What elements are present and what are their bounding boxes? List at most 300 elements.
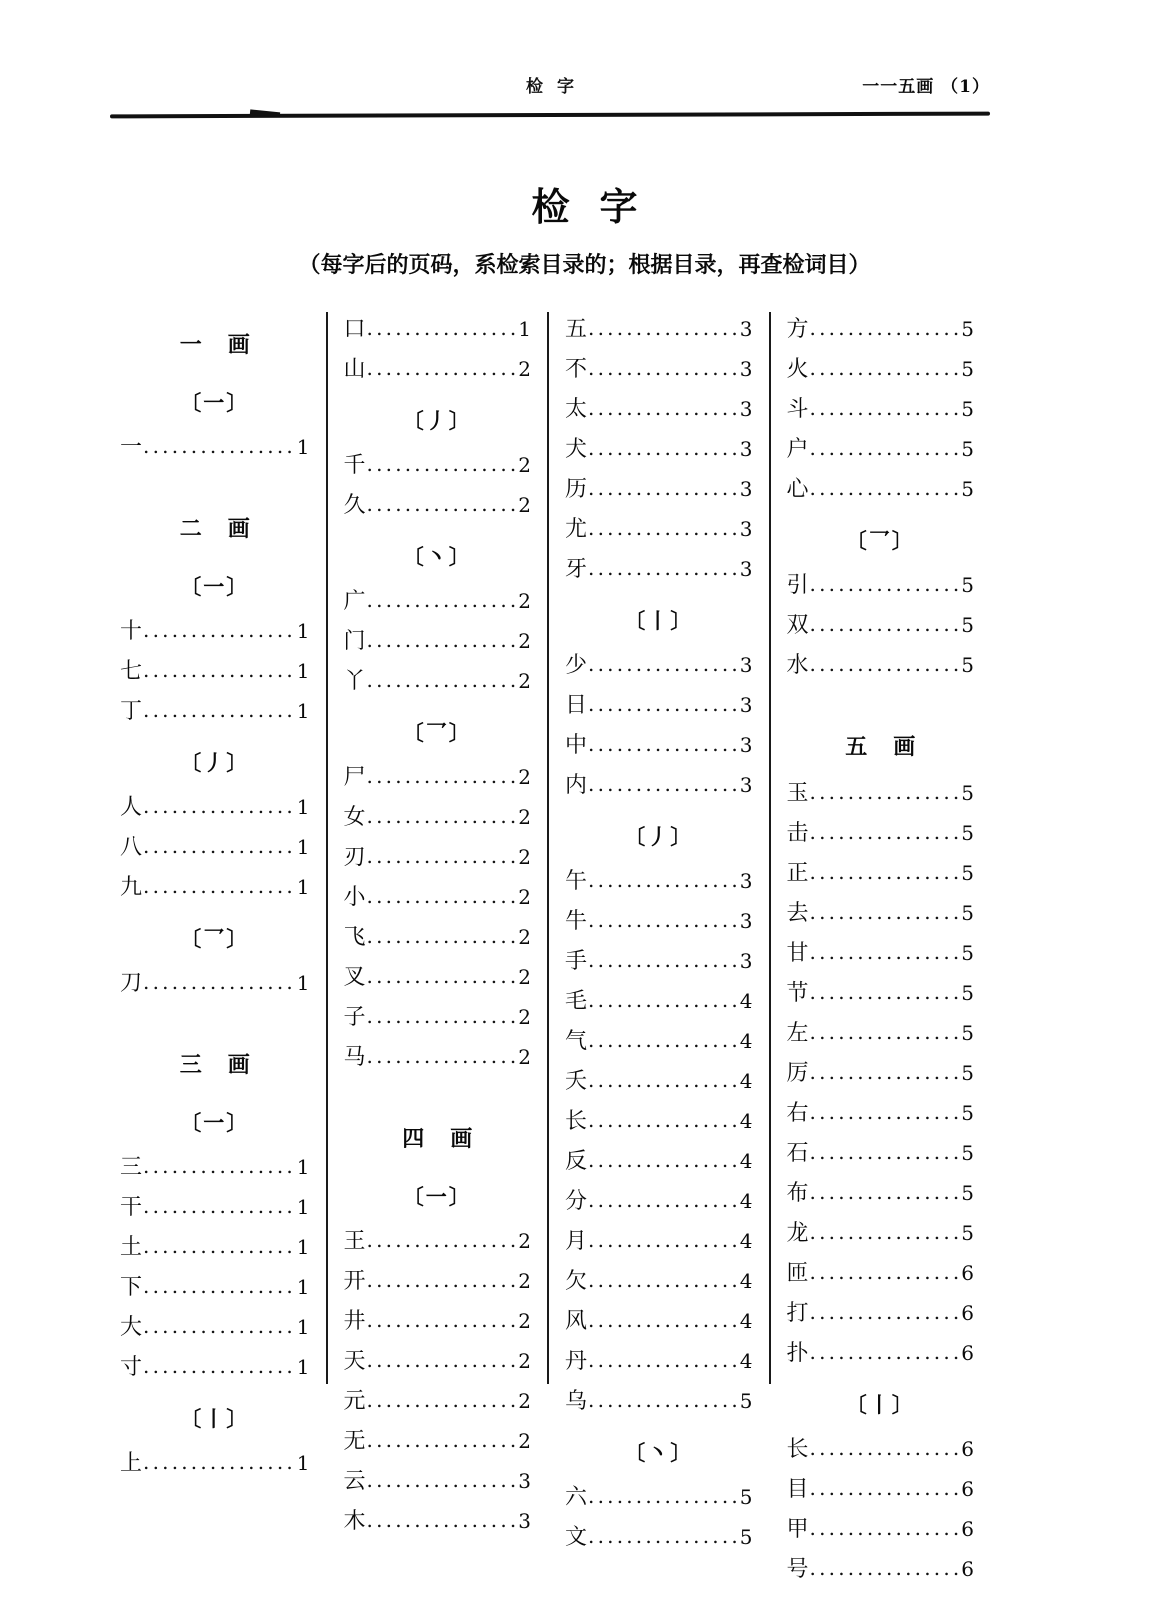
- stroke-count-heading: 一画: [179, 331, 276, 358]
- entry-character: 乌: [565, 1389, 588, 1414]
- entry-character: 玉: [786, 781, 809, 806]
- entry-page-number: 1: [296, 1355, 310, 1379]
- entry-character: 方: [786, 317, 809, 342]
- entry-character: 火: [786, 357, 809, 382]
- dot-leader: [143, 440, 295, 454]
- index-entry[interactable]: [344, 312, 532, 352]
- index-entry[interactable]: [344, 1384, 532, 1424]
- entry-page-number: 5: [961, 901, 974, 925]
- entry-character: 布: [786, 1181, 809, 1206]
- running-head: [110, 72, 990, 106]
- index-entry[interactable]: [565, 864, 753, 904]
- dot-leader: [588, 1194, 738, 1208]
- index-entry[interactable]: [120, 790, 310, 830]
- dot-leader: [367, 362, 517, 376]
- column-3: [547, 312, 769, 1550]
- dot-leader: [588, 1314, 738, 1328]
- dot-leader: [810, 826, 960, 840]
- header-rule: [110, 112, 990, 119]
- radical-heading: 〔丿〕: [180, 750, 250, 775]
- entry-character: 尤: [565, 517, 588, 542]
- entry-character: 无: [343, 1429, 366, 1454]
- index-entry[interactable]: [120, 1310, 310, 1350]
- index-entry[interactable]: [787, 1256, 975, 1296]
- dot-leader: [810, 1306, 960, 1320]
- entry-page-number: 5: [961, 1221, 974, 1245]
- entry-character: 五: [565, 317, 588, 342]
- dot-leader: [810, 946, 960, 960]
- entry-page-number: 6: [961, 1517, 974, 1541]
- entry-page-number: 3: [739, 949, 753, 973]
- index-entry[interactable]: [565, 312, 753, 352]
- index-entry[interactable]: [565, 944, 753, 984]
- dot-leader: [588, 522, 738, 536]
- running-head-page-range: 一一五画 （1）: [862, 77, 990, 97]
- entry-page-number: 2: [518, 965, 531, 989]
- radical-heading: 〔乛〕: [845, 528, 915, 553]
- entry-character: 少: [565, 653, 588, 678]
- index-entry[interactable]: [120, 830, 310, 870]
- dot-leader: [367, 1354, 517, 1368]
- entry-page-number: 2: [518, 765, 531, 789]
- entry-character: 丫: [343, 669, 366, 694]
- index-entry[interactable]: [344, 760, 532, 800]
- dot-leader: [143, 1320, 295, 1334]
- entry-page-number: 5: [961, 1181, 974, 1205]
- index-entry[interactable]: [787, 352, 975, 392]
- entry-character: 午: [565, 869, 588, 894]
- entry-page-number: 2: [518, 1349, 531, 1373]
- radical-heading: 〔丶〕: [402, 544, 472, 569]
- entry-page-number: 5: [961, 613, 974, 637]
- dot-leader: [810, 1066, 960, 1080]
- entry-page-number: 5: [739, 1485, 753, 1509]
- entry-page-number: 6: [961, 1477, 974, 1501]
- index-entry[interactable]: [787, 1552, 975, 1592]
- entry-character: 下: [120, 1275, 143, 1300]
- index-entry[interactable]: [565, 1024, 753, 1064]
- entry-page-number: 1: [296, 1275, 310, 1299]
- dot-leader: [588, 874, 738, 888]
- index-entry[interactable]: [344, 584, 532, 624]
- entry-character: 大: [120, 1315, 143, 1340]
- entry-page-number: 4: [739, 1309, 753, 1333]
- index-entry[interactable]: [120, 1190, 310, 1230]
- entry-character: 内: [565, 773, 588, 798]
- dot-leader: [367, 458, 517, 472]
- dot-leader: [367, 1434, 517, 1448]
- entry-page-number: 6: [961, 1261, 974, 1285]
- index-entry[interactable]: [787, 1056, 975, 1096]
- entry-page-number: 1: [296, 1315, 310, 1339]
- entry-character: 户: [786, 437, 809, 462]
- dot-leader: [367, 1474, 517, 1488]
- entry-character: 元: [343, 1389, 366, 1414]
- entry-page-number: 5: [961, 1101, 974, 1125]
- radical-heading: 〔丨〕: [845, 1392, 915, 1417]
- entry-page-number: 1: [296, 875, 310, 899]
- index-entry[interactable]: [787, 856, 975, 896]
- entry-page-number: 2: [518, 885, 531, 909]
- entry-character: 历: [565, 477, 588, 502]
- entry-character: 目: [786, 1477, 809, 1502]
- index-entry[interactable]: [565, 728, 753, 768]
- radical-heading: 〔乛〕: [180, 926, 250, 951]
- entry-character: 尸: [343, 765, 366, 790]
- index-entry[interactable]: [565, 1480, 753, 1520]
- entry-page-number: 1: [296, 659, 310, 683]
- index-entry[interactable]: [120, 614, 310, 654]
- dot-leader: [588, 1074, 738, 1088]
- dot-leader: [143, 1280, 295, 1294]
- index-entry[interactable]: [787, 896, 975, 936]
- dot-leader: [810, 482, 960, 496]
- entry-page-number: 3: [739, 437, 753, 461]
- entry-page-number: 5: [961, 357, 974, 381]
- dot-leader: [588, 562, 738, 576]
- entry-character: 太: [565, 397, 588, 422]
- index-entry[interactable]: [787, 776, 975, 816]
- entry-page-number: 3: [739, 477, 753, 501]
- entry-character: 打: [786, 1301, 809, 1326]
- entry-character: 节: [786, 981, 809, 1006]
- index-entry[interactable]: [565, 984, 753, 1024]
- entry-page-number: 2: [518, 357, 531, 381]
- index-entry[interactable]: [787, 1216, 975, 1256]
- entry-page-number: 5: [739, 1525, 753, 1549]
- index-entry[interactable]: [787, 1136, 975, 1176]
- entry-page-number: 3: [739, 693, 753, 717]
- index-entry[interactable]: [565, 1264, 753, 1304]
- dot-leader: [367, 770, 517, 784]
- entry-character: 一: [120, 435, 143, 460]
- dot-leader: [810, 1146, 960, 1160]
- entry-page-number: 5: [961, 573, 974, 597]
- dot-leader: [367, 890, 517, 904]
- entry-character: 厉: [786, 1061, 809, 1086]
- entry-page-number: 4: [739, 1189, 753, 1213]
- index-entry[interactable]: [344, 960, 532, 1000]
- index-entry[interactable]: [787, 472, 975, 512]
- index-entry[interactable]: [344, 920, 532, 960]
- index-entry[interactable]: [787, 1472, 975, 1512]
- entry-page-number: 5: [961, 981, 974, 1005]
- index-entry[interactable]: [120, 654, 310, 694]
- entry-character: 文: [565, 1525, 588, 1550]
- entry-page-number: 2: [518, 1309, 531, 1333]
- index-entry[interactable]: [565, 1304, 753, 1344]
- index-entry[interactable]: [344, 1264, 532, 1304]
- dot-leader: [810, 1562, 960, 1576]
- dot-leader: [810, 786, 960, 800]
- index-entry[interactable]: [787, 392, 975, 432]
- radical-heading: 〔一〕: [180, 574, 250, 599]
- entry-page-number: 5: [961, 1061, 974, 1085]
- index-entry[interactable]: [787, 1432, 975, 1472]
- dot-leader: [588, 442, 738, 456]
- index-entry[interactable]: [565, 1520, 753, 1560]
- index-entry[interactable]: [120, 870, 310, 910]
- index-entry[interactable]: [120, 1350, 310, 1390]
- entry-page-number: 5: [739, 1389, 753, 1413]
- dot-leader: [810, 906, 960, 920]
- index-entry[interactable]: [565, 552, 753, 592]
- running-head-title: 检字: [526, 77, 588, 97]
- entry-page-number: 2: [518, 629, 531, 653]
- entry-character: 干: [120, 1195, 143, 1220]
- entry-character: 人: [120, 795, 143, 820]
- entry-page-number: 5: [961, 477, 974, 501]
- entry-character: 号: [786, 1557, 809, 1582]
- entry-page-number: 2: [518, 1389, 531, 1413]
- radical-heading: 〔丨〕: [624, 608, 694, 633]
- dot-leader: [367, 850, 517, 864]
- index-entry[interactable]: [565, 1224, 753, 1264]
- entry-page-number: 5: [961, 653, 974, 677]
- radical-heading: 〔一〕: [180, 390, 250, 415]
- dot-leader: [143, 880, 295, 894]
- index-entry[interactable]: [787, 432, 975, 472]
- dot-leader: [367, 594, 517, 608]
- index-entry[interactable]: [344, 1504, 532, 1544]
- index-entry[interactable]: [120, 430, 310, 470]
- index-entry[interactable]: [344, 624, 532, 664]
- index-entry[interactable]: [565, 432, 753, 472]
- entry-character: 中: [565, 733, 588, 758]
- radical-heading: 〔丿〕: [402, 408, 472, 433]
- entry-page-number: 4: [739, 1229, 753, 1253]
- index-entry[interactable]: [120, 1446, 310, 1486]
- entry-character: 心: [786, 477, 809, 502]
- index-entry[interactable]: [344, 1304, 532, 1344]
- dot-leader: [810, 402, 960, 416]
- entry-character: 口: [343, 317, 366, 342]
- index-entry[interactable]: [565, 648, 753, 688]
- entry-page-number: 6: [961, 1437, 974, 1461]
- dot-leader: [810, 1026, 960, 1040]
- stroke-count-heading: 五画: [845, 733, 942, 760]
- entry-page-number: 3: [739, 869, 753, 893]
- radical-heading: 〔丶〕: [624, 1440, 694, 1465]
- index-entry[interactable]: [787, 1016, 975, 1056]
- dot-leader: [143, 1240, 295, 1254]
- index-entry[interactable]: [565, 1384, 753, 1424]
- dot-leader: [588, 322, 738, 336]
- entry-page-number: 6: [961, 1341, 974, 1365]
- entry-character: 牛: [565, 909, 588, 934]
- entry-character: 甲: [786, 1517, 809, 1542]
- dot-leader: [810, 1186, 960, 1200]
- dot-leader: [588, 1234, 738, 1248]
- entry-page-number: 5: [961, 861, 974, 885]
- dot-leader: [810, 442, 960, 456]
- index-entry[interactable]: [787, 648, 975, 688]
- dot-leader: [810, 322, 960, 336]
- entry-character: 九: [120, 875, 143, 900]
- index-columns: [104, 312, 990, 1582]
- index-entry[interactable]: [787, 312, 975, 352]
- index-entry[interactable]: [565, 904, 753, 944]
- index-entry[interactable]: [565, 392, 753, 432]
- entry-page-number: 1: [296, 619, 310, 643]
- dot-leader: [810, 1482, 960, 1496]
- entry-page-number: 2: [518, 1269, 531, 1293]
- entry-page-number: 2: [518, 925, 531, 949]
- entry-page-number: 3: [739, 397, 753, 421]
- index-entry[interactable]: [787, 976, 975, 1016]
- entry-character: 毛: [565, 989, 588, 1014]
- entry-page-number: 1: [296, 699, 310, 723]
- entry-character: 王: [343, 1229, 366, 1254]
- index-entry[interactable]: [344, 1000, 532, 1040]
- entry-character: 反: [565, 1149, 588, 1174]
- entry-page-number: 2: [518, 493, 531, 517]
- dot-leader: [143, 1200, 295, 1214]
- dot-leader: [588, 1490, 738, 1504]
- entry-character: 双: [786, 613, 809, 638]
- entry-page-number: 5: [961, 821, 974, 845]
- index-entry[interactable]: [565, 688, 753, 728]
- index-entry[interactable]: [344, 664, 532, 704]
- entry-page-number: 4: [739, 1149, 753, 1173]
- entry-character: 扑: [786, 1341, 809, 1366]
- index-entry[interactable]: [344, 488, 532, 528]
- entry-page-number: 1: [518, 317, 531, 341]
- dot-leader: [588, 658, 738, 672]
- index-entry[interactable]: [344, 1344, 532, 1384]
- dot-leader: [367, 810, 517, 824]
- index-entry[interactable]: [565, 1144, 753, 1184]
- dot-leader: [367, 674, 517, 688]
- dot-leader: [367, 1234, 517, 1248]
- dot-leader: [143, 704, 295, 718]
- index-entry[interactable]: [344, 1040, 532, 1080]
- index-entry[interactable]: [344, 1424, 532, 1464]
- entry-character: 飞: [343, 925, 366, 950]
- entry-page-number: 6: [961, 1557, 974, 1581]
- entry-character: 正: [786, 861, 809, 886]
- index-entry[interactable]: [344, 1224, 532, 1264]
- entry-page-number: 1: [296, 1235, 310, 1259]
- entry-character: 寸: [120, 1355, 143, 1380]
- radical-heading: 〔乛〕: [402, 720, 472, 745]
- dot-leader: [588, 1354, 738, 1368]
- entry-character: 斗: [786, 397, 809, 422]
- dot-leader: [367, 970, 517, 984]
- index-entry[interactable]: [565, 352, 753, 392]
- dot-leader: [367, 1010, 517, 1024]
- entry-page-number: 6: [961, 1301, 974, 1325]
- entry-character: 左: [786, 1021, 809, 1046]
- entry-page-number: 4: [739, 989, 753, 1013]
- index-entry[interactable]: [787, 1336, 975, 1376]
- entry-page-number: 1: [296, 971, 310, 995]
- index-entry[interactable]: [787, 1512, 975, 1552]
- entry-character: 长: [565, 1109, 588, 1134]
- entry-character: 上: [120, 1451, 143, 1476]
- index-entry[interactable]: [565, 768, 753, 808]
- index-entry[interactable]: [565, 1344, 753, 1384]
- dot-leader: [143, 976, 295, 990]
- page-title: 检字: [531, 184, 668, 229]
- entry-page-number: 5: [961, 1021, 974, 1045]
- entry-character: 十: [120, 619, 143, 644]
- index-entry[interactable]: [344, 352, 532, 392]
- entry-character: 不: [565, 357, 588, 382]
- index-entry[interactable]: [344, 448, 532, 488]
- dot-leader: [588, 954, 738, 968]
- entry-page-number: 1: [296, 795, 310, 819]
- index-entry[interactable]: [565, 512, 753, 552]
- entry-character: 木: [343, 1509, 366, 1534]
- entry-page-number: 3: [739, 733, 753, 757]
- entry-character: 龙: [786, 1221, 809, 1246]
- entry-character: 八: [120, 835, 143, 860]
- entry-page-number: 2: [518, 453, 531, 477]
- dot-leader: [367, 1314, 517, 1328]
- entry-page-number: 1: [296, 435, 310, 459]
- index-entry[interactable]: [565, 1184, 753, 1224]
- dot-leader: [588, 698, 738, 712]
- entry-character: 七: [120, 659, 143, 684]
- index-entry[interactable]: [787, 1096, 975, 1136]
- entry-page-number: 2: [518, 1005, 531, 1029]
- index-entry[interactable]: [565, 472, 753, 512]
- dot-leader: [810, 578, 960, 592]
- entry-character: 犬: [565, 437, 588, 462]
- dot-leader: [810, 1266, 960, 1280]
- index-entry[interactable]: [565, 1064, 753, 1104]
- index-entry[interactable]: [120, 694, 310, 734]
- entry-character: 手: [565, 949, 588, 974]
- index-entry[interactable]: [344, 800, 532, 840]
- index-entry[interactable]: [787, 568, 975, 608]
- dot-leader: [367, 1050, 517, 1064]
- column-4: [769, 312, 991, 1582]
- dot-leader: [588, 1034, 738, 1048]
- index-entry[interactable]: [787, 1176, 975, 1216]
- dot-leader: [810, 362, 960, 376]
- stroke-count-heading: 二画: [179, 515, 276, 542]
- dot-leader: [810, 1346, 960, 1360]
- index-entry[interactable]: [787, 816, 975, 856]
- index-entry[interactable]: [787, 608, 975, 648]
- index-entry[interactable]: [344, 880, 532, 920]
- entry-page-number: 1: [296, 1195, 310, 1219]
- index-entry[interactable]: [565, 1104, 753, 1144]
- index-entry[interactable]: [787, 936, 975, 976]
- entry-page-number: 2: [518, 589, 531, 613]
- index-entry[interactable]: [344, 1464, 532, 1504]
- dot-leader: [588, 1114, 738, 1128]
- index-entry[interactable]: [120, 1270, 310, 1310]
- entry-character: 匝: [786, 1261, 809, 1286]
- dot-leader: [367, 1274, 517, 1288]
- entry-page-number: 1: [296, 835, 310, 859]
- column-1: [104, 312, 326, 1476]
- entry-page-number: 2: [518, 1429, 531, 1453]
- index-entry[interactable]: [120, 1150, 310, 1190]
- entry-page-number: 4: [739, 1269, 753, 1293]
- dot-leader: [143, 1160, 295, 1174]
- entry-character: 井: [343, 1309, 366, 1334]
- index-entry[interactable]: [120, 966, 310, 1006]
- index-entry[interactable]: [787, 1296, 975, 1336]
- dot-leader: [367, 322, 517, 336]
- index-entry[interactable]: [344, 840, 532, 880]
- index-entry[interactable]: [120, 1230, 310, 1270]
- dot-leader: [143, 840, 295, 854]
